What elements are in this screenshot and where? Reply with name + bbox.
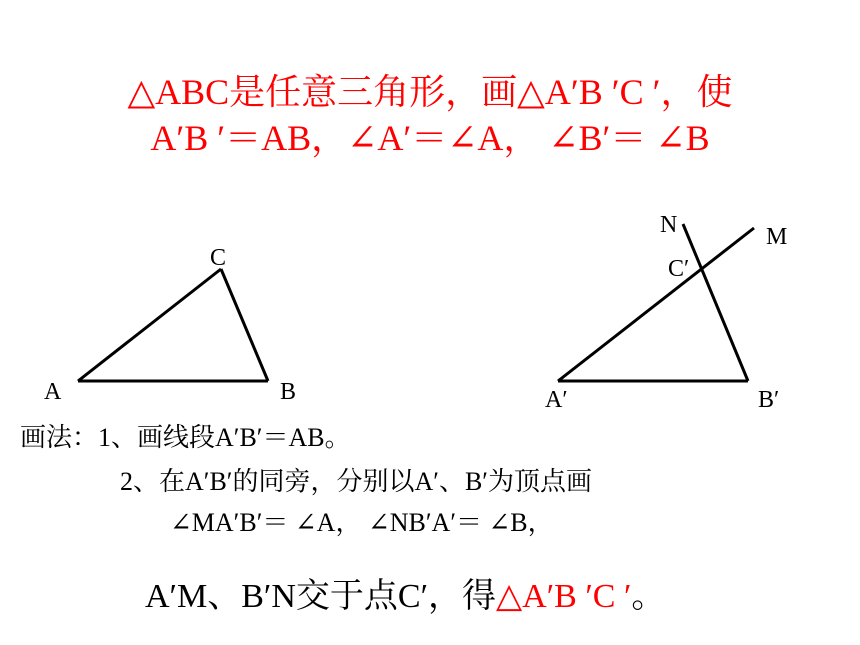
label-b-prime: B′ [758, 387, 780, 413]
title-line-1: △ABC是任意三角形，画△A′B ′C ′，使 [127, 72, 733, 112]
label-m: M [766, 224, 788, 250]
conclusion-text: A′M、B′N交于点C′，得 [145, 578, 497, 615]
conclusion [145, 578, 665, 616]
label-a-prime: A′ [545, 387, 568, 413]
ray-b-prime-n [683, 224, 748, 381]
triangle-abc [44, 245, 296, 405]
ray-a-prime-m [558, 228, 754, 381]
step-1: 画法：1、画线段A′B′＝AB。 [20, 423, 351, 452]
construction-a-prime-b-prime-c-prime [545, 212, 787, 413]
label-a: A [44, 379, 62, 405]
label-c: C [210, 245, 227, 271]
label-b: B [280, 379, 297, 405]
segment-ac [78, 269, 221, 381]
label-c-prime: C′ [668, 256, 690, 282]
title-line-2: A′B ′＝AB，∠A′＝∠A， ∠B′＝ ∠B [150, 118, 710, 158]
conclusion-triangle: △A′B ′C ′ [496, 578, 632, 615]
step-2-line-2: ∠MA′B′＝ ∠A， ∠NB′A′＝ ∠B， [170, 508, 554, 537]
step-2-line-1: 2、在A′B′的同旁，分别以A′、B′为顶点画 [120, 467, 592, 496]
conclusion-period: 。 [631, 578, 666, 615]
label-n: N [660, 212, 678, 238]
segment-bc [221, 269, 268, 381]
